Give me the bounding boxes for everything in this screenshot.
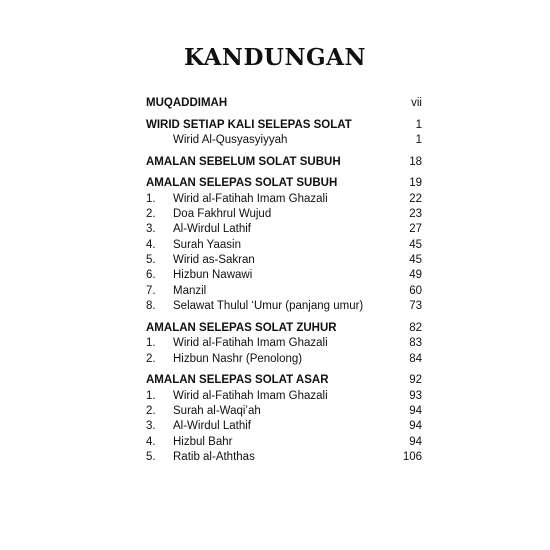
entry-number: 3. [146,223,156,236]
entry-title: Surah Yaasin [173,238,241,251]
entry-title: Ratib al-Aththas [173,451,255,464]
entry-page-number: 22 [409,192,422,205]
toc-entry [146,192,422,207]
entry-title: Wirid al-Fatihah Imam Ghazali [173,389,328,402]
section-title: AMALAN SELEPAS SOLAT SUBUH [146,177,338,190]
toc-entry [146,352,422,367]
entry-page-number: 106 [402,451,422,464]
toc-entry [146,404,422,419]
entry-number: 3. [146,420,156,433]
entry-number: 1. [146,337,156,350]
section-title: AMALAN SEBELUM SOLAT SUBUH [146,155,341,168]
entry-title: Wirid al-Fatihah Imam Ghazali [173,192,328,205]
toc-section-heading [146,176,422,191]
entry-page-number: 94 [409,404,422,417]
entry-number: 5. [146,254,156,267]
entry-number: 4. [146,435,156,448]
entry-title: Hizbun Nashr (Penolong) [173,352,303,365]
toc-entry [146,336,422,351]
entry-page-number: 94 [409,435,422,448]
entry-page-number: 1 [415,133,422,146]
entry-page-number: 23 [409,207,422,220]
section-page-number: 82 [409,321,422,334]
toc-entry [146,207,422,222]
entry-page-number: 93 [409,389,422,402]
section-page-number: 92 [409,374,422,387]
section-page-number: 1 [415,118,422,131]
entry-title: Surah al-Waqi’ah [173,404,261,417]
entry-title: Wirid as-Sakran [173,254,255,267]
toc-entry [146,133,422,148]
entry-page-number: 49 [409,269,422,282]
entry-page-number: 83 [409,337,422,350]
entry-number: 2. [146,207,156,220]
entry-page-number: 84 [409,352,422,365]
entry-title: Al-Wirdul Lathif [173,223,251,236]
section-title: AMALAN SELEPAS SOLAT ZUHUR [146,321,337,334]
toc-entry [146,435,422,450]
section-title: MUQADDIMAH [146,97,228,109]
toc-entry [146,253,422,268]
toc-section-heading [146,321,422,336]
section-page-number: vii [411,97,422,109]
toc-section-heading [146,118,422,133]
entry-page-number: 73 [409,300,422,313]
toc-entry [146,268,422,283]
table-of-contents [146,96,422,466]
entry-page-number: 27 [409,223,422,236]
entry-page-number: 45 [409,254,422,267]
entry-number: 4. [146,238,156,251]
entry-number: 2. [146,352,156,365]
entry-title: Al-Wirdul Lathif [173,420,251,433]
entry-number: 1. [146,389,156,402]
entry-title: Hizbul Bahr [173,435,233,448]
entry-page-number: 94 [409,420,422,433]
entry-number: 7. [146,284,156,297]
page-title: KANDUNGAN [184,44,366,71]
entry-number: 2. [146,404,156,417]
section-title: WIRID SETIAP KALI SELEPAS SOLAT [146,118,352,131]
entry-page-number: 45 [409,238,422,251]
toc-entry [146,450,422,465]
entry-title: Wirid al-Fatihah Imam Ghazali [173,337,328,350]
entry-page-number: 60 [409,284,422,297]
entry-number: 1. [146,192,156,205]
toc-entry [146,419,422,434]
toc-section-heading [146,155,422,170]
entry-title: Doa Fakhrul Wujud [173,207,272,220]
entry-title: Manzil [173,284,207,297]
entry-title: Wirid Al-Qusyasyiyyah [173,133,288,146]
entry-title: Hizbun Nawawi [173,269,253,282]
entry-number: 6. [146,269,156,282]
toc-section-heading [146,96,422,111]
section-title: AMALAN SELEPAS SOLAT ASAR [146,374,329,387]
entry-number: 5. [146,451,156,464]
toc-section-heading [146,373,422,388]
toc-entry [146,389,422,404]
section-page-number: 19 [409,177,422,190]
toc-entry [146,222,422,237]
toc-entry [146,238,422,253]
toc-entry [146,284,422,299]
toc-entry [146,299,422,314]
entry-number: 8. [146,300,156,313]
section-page-number: 18 [409,155,422,168]
entry-title: Selawat Thulul ‘Umur (panjang umur) [173,300,364,313]
